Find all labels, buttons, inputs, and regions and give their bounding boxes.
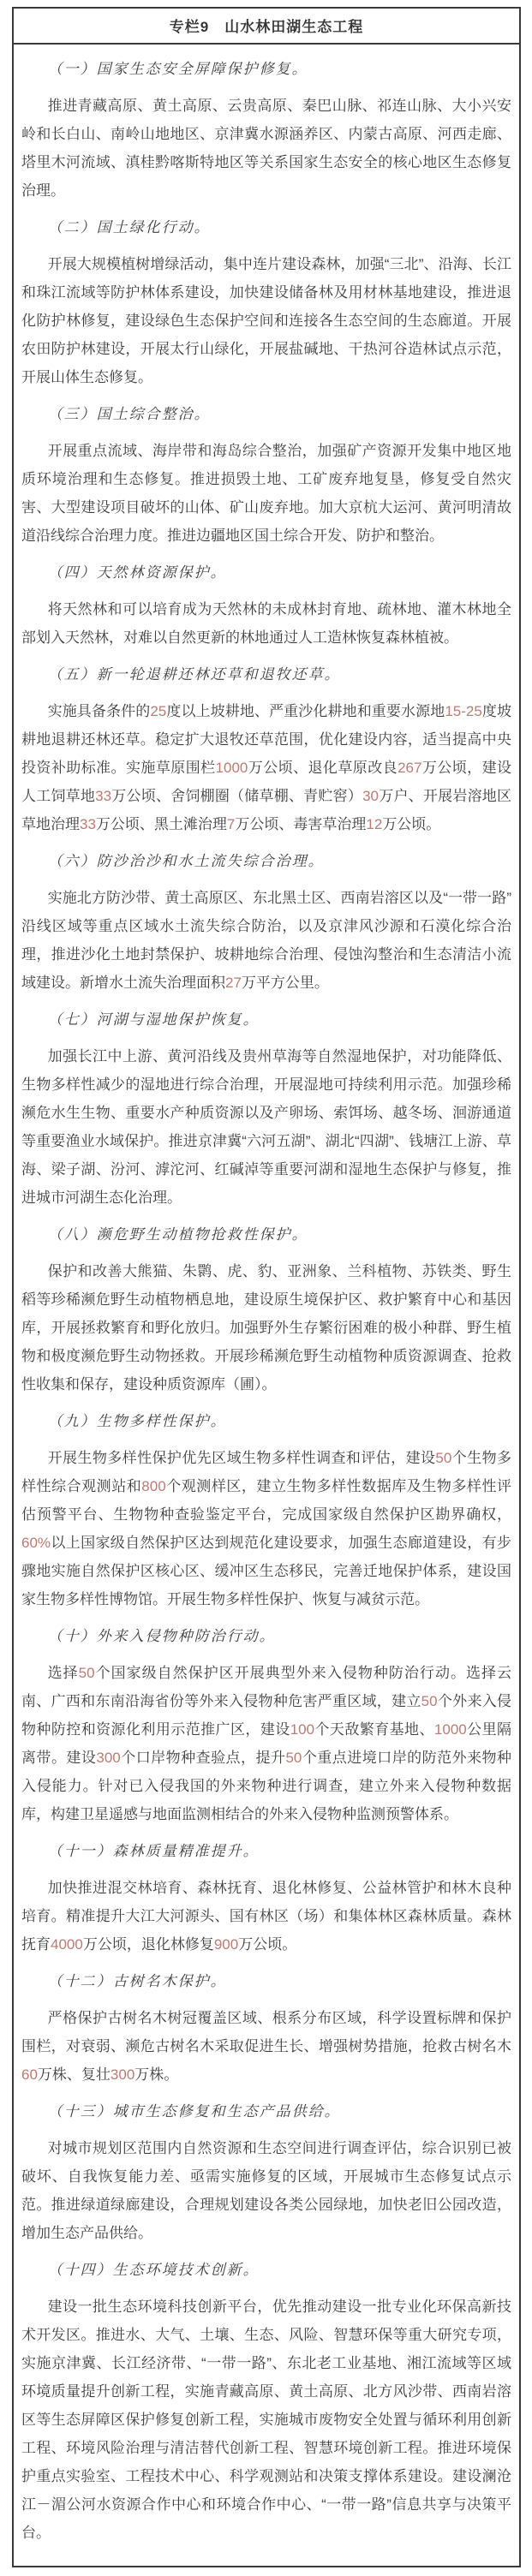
column-box bbox=[12, 7, 521, 2567]
section-paragraph-14: 建设一批生态环境科技创新平台，优先推动建设一批专业化环保高新技术开发区。推进水、大气、土壤、生态、风险、智慧环保等重大研究专项，实施京津冀、长江经济带、“一带一路”、东北老工业基地、湘江流域等区域环境质量提升创新工程，实施青藏高原、黄土高原、北方风沙带、西南岩溶区等生态屏障区保护修复创新工程，实施城市废物安全处置与循环利用创新工程、环境风险治理与清洁替代创新工程、智慧环境创新工程。推进环境保护重点实验室、工程技术中心、科学观测站和决策支撑体系建设。建设澜沧江－湄公河水资源合作中心和环境合作中心、“一带一路”信息共享与决策平台。 bbox=[21, 2299, 511, 2541]
section-paragraph-10: 选择50个国家级自然保护区开展典型外来入侵物种防治行动。选择云南、广西和东南沿海省份等外来入侵物种危害严重区域，建立50个外来入侵物种防控和资源化利用示范推广区，建设100个天敌繁育基地、1000公里隔离带。建设300个口岸物种查验点，提升50个重点进境口岸的防范外来物种入侵能力。针对已入侵我国的外来物种进行调查，建立外来入侵物种数据库，构建卫星遥感与地面监测相结合的外来入侵物种监测预警体系。 bbox=[21, 1665, 512, 1822]
section-heading-1: （一）国家生态安全屏障保护修复。 bbox=[47, 61, 308, 77]
section-paragraph-6: 实施北方防沙带、黄土高原区、东北黑土区、西南岩溶区以及“一带一路”沿线区域等重点区域水土流失综合防治，以及京津风沙源和石漠化综合治理，推进沙化土地封禁保护、坡耕地综合治理、侵蚀沟整治和生态清洁小流域建设。新增水土流失治理面积27万平方公里。 bbox=[21, 890, 511, 991]
section-heading-5: （五）新一轮退耕还林还草和退牧还草。 bbox=[47, 666, 341, 683]
section-paragraph-12: 严格保护古树名木树冠覆盖区域、根系分布区域，科学设置标牌和保护围栏，对衰弱、濒危古树名木采取促进生长、增强树势措施，抢救古树名木60万株、复壮300万株。 bbox=[21, 2010, 511, 2083]
section-paragraph-3: 开展重点流域、海岸带和海岛综合整治，加强矿产资源开发集中地区地质环境治理和生态修复。推进损毁土地、工矿废弃地复垦，修复受自然灾害、大型建设项目破坏的山体、矿山废弃地。加大京杭大运河、黄河明清故道沿线综合治理力度。推进边疆地区国土综合开发、防护和整治。 bbox=[21, 443, 511, 544]
column-body bbox=[14, 45, 519, 2566]
column-title: 专栏9 山水林田湖生态工程 bbox=[14, 9, 519, 45]
section-heading-3: （三）国土综合整治。 bbox=[47, 406, 211, 422]
section-heading-11: （十一）森林质量精准提升。 bbox=[47, 1843, 260, 1859]
section-heading-13: （十三）城市生态修复和生态产品供给。 bbox=[47, 2103, 341, 2120]
section-paragraph-5: 实施具备条件的25度以上坡耕地、严重沙化耕地和重要水源地15-25度坡耕地退耕还林还草。稳定扩大退牧还草范围，优化建设内容，适当提高中央投资补助标准。实施草原围栏1000万公顷、退化草原改良267万公顷，建设人工饲草地33万公顷、舍饲棚圈（储草棚、青贮窖）30万户、开展岩溶地区草地治理33万公顷、黑土滩治理7万公顷、毒害草治理12万公顷。 bbox=[21, 703, 512, 832]
section-paragraph-7: 加强长江中上游、黄河沿线及贵州草海等自然湿地保护，对功能降低、生物多样性减少的湿地进行综合治理，开展湿地可持续利用示范。加强珍稀濒危水生生物、重要水产种质资源以及产卵场、索饵场、越冬场、洄游通道等重要渔业水域保护。推进京津冀“六河五湖”、湖北“四湖”、钱塘江上游、草海、梁子湖、汾河、滹沱河、红碱淖等重要河湖和湿地生态保护与修复，推进城市河湖生态化治理。 bbox=[21, 1048, 511, 1206]
section-heading-12: （十二）古树名木保护。 bbox=[47, 1973, 227, 1989]
section-heading-8: （八）濒危野生动植物抢救性保护。 bbox=[47, 1226, 308, 1243]
section-paragraph-9: 开展生物多样性保护优先区域生物多样性调查和评估，建设50个生物多样性综合观测站和800个观测样区，建立生物多样性数据库及生物多样性评估预警平台、生物物种查验鉴定平台，完成国家级自然保护区勘界确权，60%以上国家级自然保护区达到规范化建设要求，加强生态廊道建设，有步骤地实施自然保护区核心区、缓冲区生态移民，完善迁地保护体系，建设国家生物多样性博物馆。开展生物多样性保护、恢复与减贫示范。 bbox=[21, 1450, 512, 1607]
section-heading-9: （九）生物多样性保护。 bbox=[47, 1413, 227, 1429]
section-heading-4: （四）天然林资源保护。 bbox=[47, 564, 227, 581]
section-heading-10: （十）外来入侵物种防治行动。 bbox=[47, 1628, 276, 1644]
section-paragraph-13: 对城市规划区范围内自然资源和生态空间进行调查评估，综合识别已被破坏、自我恢复能力差、亟需实施修复的区域，开展城市生态修复试点示范。推进绿道绿廊建设，合理规划建设各类公园绿地，加快老旧公园改造，增加生态产品供给。 bbox=[21, 2140, 511, 2241]
section-heading-6: （六）防沙治沙和水土流失综合治理。 bbox=[47, 853, 325, 869]
section-paragraph-2: 开展大规模植树增绿活动，集中连片建设森林，加强“三北”、沿海、长江和珠江流域等防护林体系建设，加快建设储备林及用材林基地建设，推进退化防护林修复，建设绿色生态保护空间和连接各生态空间的生态廊道。开展农田防护林建设，开展太行山绿化，开展盐碱地、干热河谷造林试点示范，开展山体生态修复。 bbox=[21, 256, 511, 385]
section-paragraph-1: 推进青藏高原、黄土高原、云贵高原、秦巴山脉、祁连山脉、大小兴安岭和长白山、南岭山地地区、京津冀水源涵养区、内蒙古高原、河西走廊、塔里木河流域、滇桂黔喀斯特地区等关系国家生态安全的核心地区生态修复治理。 bbox=[21, 98, 511, 199]
section-heading-7: （七）河湖与湿地保护恢复。 bbox=[47, 1011, 260, 1028]
section-heading-2: （二）国土绿化行动。 bbox=[47, 219, 211, 236]
section-paragraph-11: 加快推进混交林培育、森林抚育、退化林修复、公益林管护和林木良种培育。精准提升大江大河源头、国有林区（场）和集体林区森林质量。森林抚育4000万公顷，退化林修复900万公顷。 bbox=[21, 1880, 511, 1953]
section-heading-14: （十四）生态环境技术创新。 bbox=[47, 2262, 260, 2278]
section-paragraph-4: 将天然林和可以培育成为天然林的未成林封育地、疏林地、灌木林地全部划入天然林，对难以自然更新的林地通过人工造林恢复森林植被。 bbox=[21, 601, 511, 646]
section-paragraph-8: 保护和改善大熊猫、朱鹮、虎、豹、亚洲象、兰科植物、苏铁类、野生稻等珍稀濒危野生动植物栖息地，建设原生境保护区、救护繁育中心和基因库，开展拯救繁育和野化放归。加强野外生存繁衍困难的极小种群、野生植物和极度濒危野生动物拯救。开展珍稀濒危野生动植物种质资源调查、抢救性收集和保存，建设种质资源库（圃）。 bbox=[21, 1263, 511, 1392]
